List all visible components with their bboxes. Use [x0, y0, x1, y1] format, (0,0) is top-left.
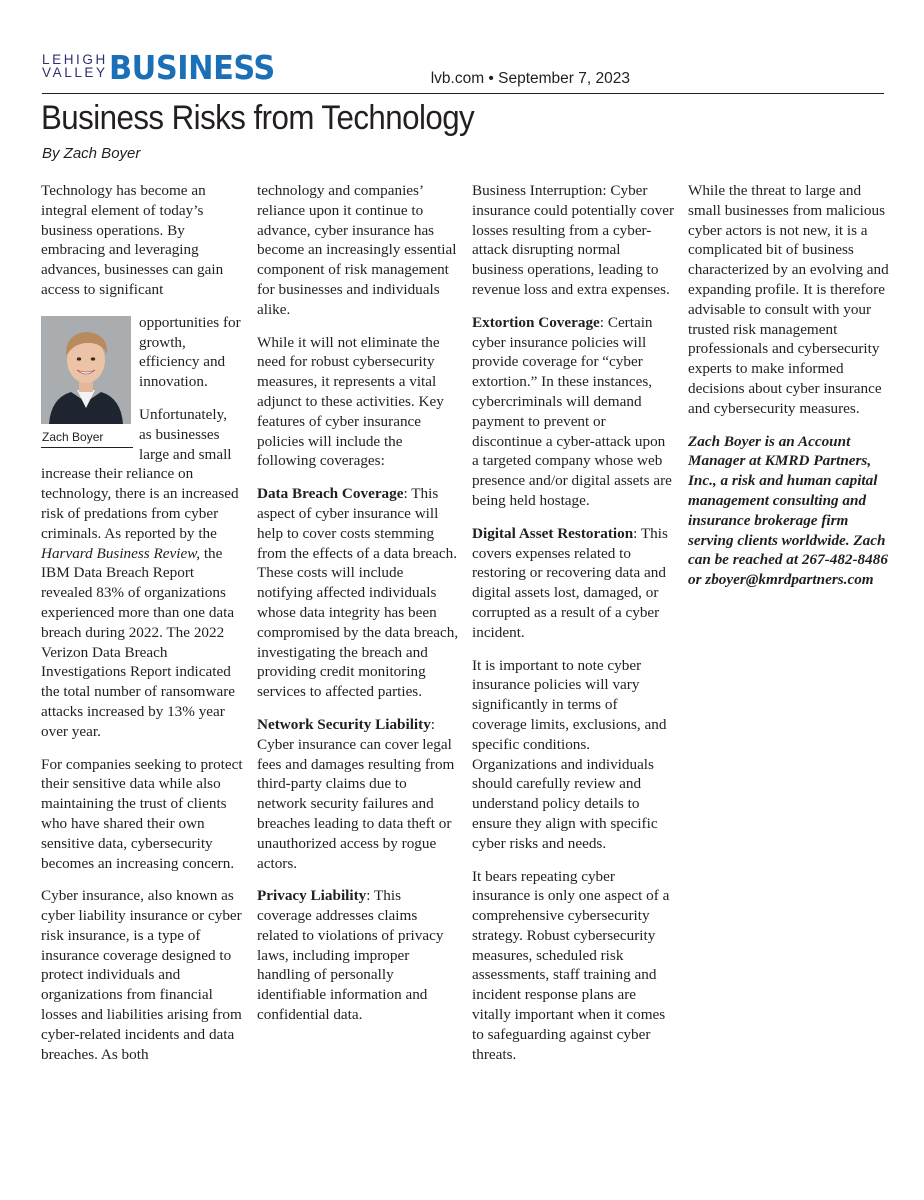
paragraph: While the threat to large and small businesses from malicious cyber actors is not new, it is a complicated bit of business characterized by an evolving and expanding profile. It is therefore advisable to consult with your trusted risk management professionals and cybersecurity experts to make informed decisions about cyber insurance and cybersecurity measures.	[688, 182, 889, 417]
logo-wordmark: BUSINESS	[109, 48, 275, 87]
logo-line-valley: VALLEY	[42, 65, 108, 80]
dateline: lvb.com • September 7, 2023	[430, 70, 630, 87]
author-photo-box	[41, 316, 133, 448]
photo-caption: Zach Boyer	[41, 424, 133, 448]
paragraph: It is important to note cyber insurance policies will vary significantly in terms of coverage limits, exclusions, and specific conditions. Organizations and individuals should carefully review and understand policy details to ensure they align with specific cyber risks and needs.	[472, 656, 667, 852]
paragraph: Technology has become an integral element of today’s business operations. By embracing and leveraging advances, businesses can gain access to significant	[41, 182, 224, 298]
author-portrait-icon	[41, 316, 131, 424]
paragraph: Digital Asset Restoration: This covers expenses related to restoring or recovering data and digital assets lost, damaged, or corrupted as a result of a cyber incident.	[472, 524, 668, 641]
paragraph: Extortion Coverage: Certain cyber insurance policies will provide coverage for “cyber extortion.” In these instances, cybercriminals will demand payment to prevent or discontinue a cyber-attack upon a targeted company whose web presence and/or digital assets are being held hostage.	[472, 313, 672, 509]
coverage-heading: Privacy Liability	[257, 887, 367, 905]
paragraph: Unfortunately, as businesses large and small increase their reliance on technology, there is an increased risk of predations from cyber criminals. As reported by the Harvard Business Review, the IBM Data Breach Report revealed 83% of organizations experienced more than one data breach during 2022. The 2022 Verizon Data Breach Investigations Report indicated the total number of ransomware attacks increased by 13% year over year.	[41, 405, 239, 740]
paragraph: Cyber insurance, also known as cyber liability insurance or cyber risk insurance, is a type of insurance coverage designed to protect individuals and organizations from financial losses and liabilities arising from cyber-related incidents and data breaches. As both	[41, 887, 242, 1063]
author-photo	[41, 316, 131, 424]
coverage-heading: Digital Asset Restoration	[472, 524, 634, 542]
coverage-heading: Network Security Liability	[257, 715, 431, 733]
article-byline: By Zach Boyer	[42, 145, 141, 162]
article-column-2	[257, 181, 459, 1038]
author-bio: Zach Boyer is an Account Manager at KMRD Partners, Inc., a risk and human capital management consulting and insurance brokerage firm serving clients worldwide. Zach can be reached at 267-482-8486 or zboyer@kmrdpartners.com	[688, 432, 888, 589]
coverage-heading: Extortion Coverage	[472, 313, 600, 331]
paragraph: For companies seeking to protect their sensitive data while also maintaining the trust of clients who have shared their own sensitive data, cybersecurity becomes an increasing concern.	[41, 755, 243, 872]
paragraph: Business Interruption: Cyber insurance could potentially cover losses resulting from a cyber-attack disrupting normal business operations, leading to revenue loss and extra expenses.	[472, 182, 675, 298]
paragraph: Data Breach Coverage: This aspect of cyber insurance will help to cover costs stemming from the effects of a data breach. These costs will include notifying affected individuals whose data integrity has been compromised by the data breach, investigating the breach and providing credit monitoring services to affected parties.	[257, 485, 459, 701]
article-column-3	[472, 181, 674, 1077]
paragraph: technology and companies’ reliance upon it continue to advance, cyber insurance has become an increasingly essential component of risk management for businesses and individuals alike.	[257, 182, 457, 318]
masthead	[42, 48, 884, 94]
logo-line-lehigh: LEHIGH	[42, 52, 108, 67]
logo-region-text	[42, 53, 108, 79]
paragraph: It bears repeating cyber insurance is only one aspect of a comprehensive cybersecurity strategy. Robust cybersecurity measures, scheduled risk assessments, staff training and incident response plans are vitally important when it comes to safeguarding against cyber threats.	[472, 867, 670, 1063]
paragraph: While it will not eliminate the need for robust cybersecurity measures, it represents a vital adjunct to these activities. Key features of cyber insurance policies will include the following coverages:	[257, 333, 444, 470]
paragraph: Network Security Liability: Cyber insurance can cover legal fees and damages resulting from third-party claims due to network security failures and breaches leading to data theft or unauthorized access by rogue actors.	[257, 715, 455, 872]
publication-title: Harvard Business Review,	[41, 544, 201, 562]
paragraph: opportunities for growth, efficiency and innovation.	[139, 313, 241, 391]
article-column-4	[688, 181, 890, 603]
coverage-heading: Data Breach Coverage	[257, 485, 404, 503]
article-headline: Business Risks from Technology	[41, 99, 475, 137]
article-column-1	[41, 181, 243, 1077]
paragraph: Privacy Liability: This coverage addresses claims related to violations of privacy laws, including improper handling of personally identifiable information and confidential data.	[257, 887, 444, 1024]
